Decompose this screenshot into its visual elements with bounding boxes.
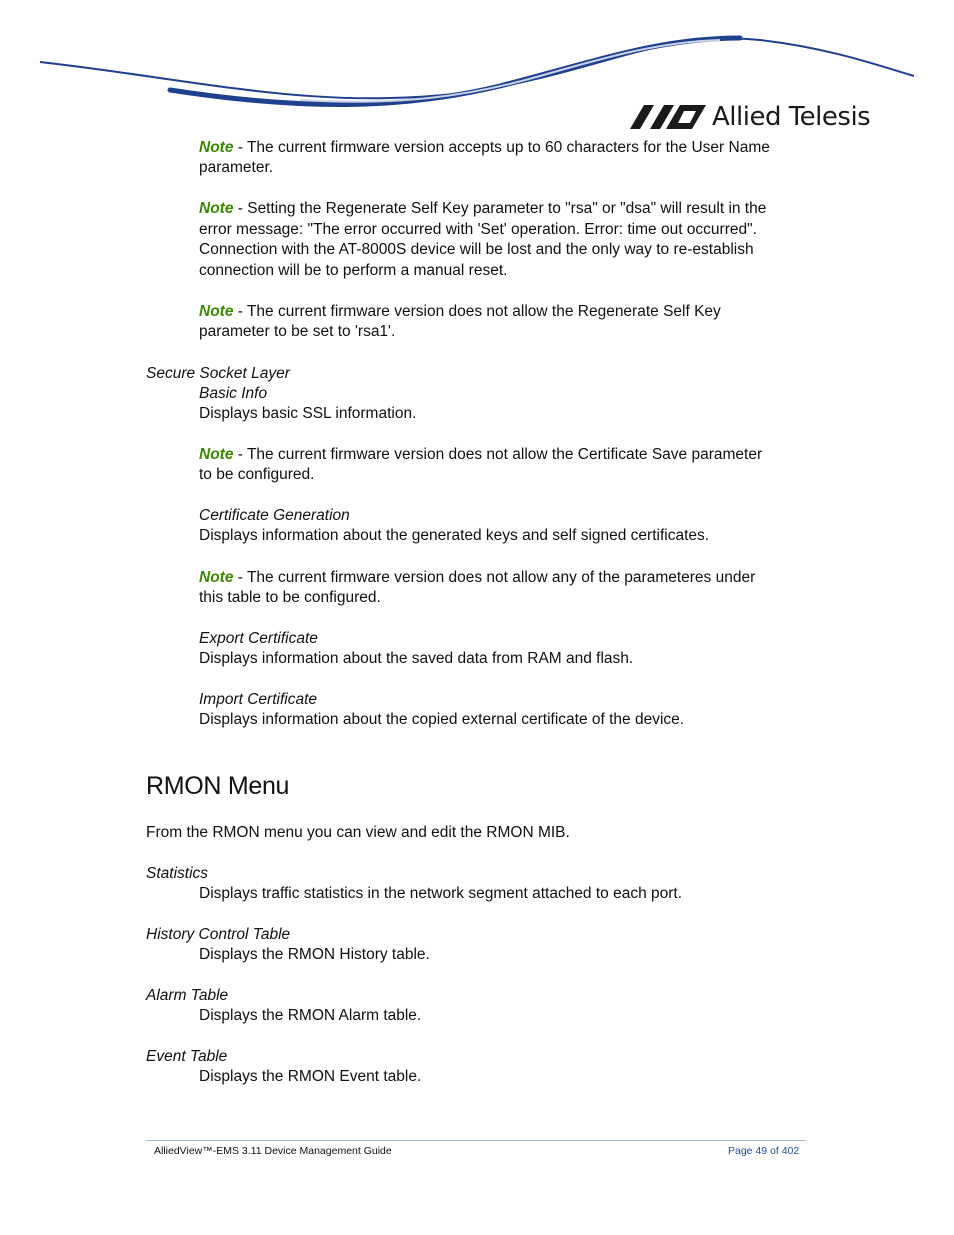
note-paragraph-line: this table to be configured. [199, 589, 381, 606]
footer-page-number: Page 49 of 402 [728, 1145, 800, 1157]
note-paragraph-line: error message: "The error occurred with 'Set' operation. Error: time out occurred". [199, 221, 757, 238]
footer-divider [146, 1140, 806, 1141]
note-paragraph: Note - The current firmware version accepts up to 60 characters for the User Name [199, 139, 770, 156]
note-label: Note [199, 200, 234, 217]
subsection-title: Statistics [146, 865, 209, 882]
subsection-title: Import Certificate [199, 691, 318, 708]
allied-telesis-mark-icon [630, 105, 706, 129]
subsection-desc: Displays the RMON Event table. [199, 1068, 422, 1085]
section-title-ssl: Secure Socket Layer [146, 365, 290, 382]
note-paragraph-line: parameter to be set to 'rsa1'. [199, 323, 396, 340]
subsection-desc: Displays traffic statistics in the network segment attached to each port. [199, 885, 683, 902]
note-paragraph: Note - The current firmware version does not allow the Certificate Save parameter [199, 446, 763, 463]
note-label: Note [199, 446, 234, 463]
note-paragraph-line: to be configured. [199, 466, 315, 483]
rmon-intro: From the RMON menu you can view and edit the RMON MIB. [146, 824, 570, 841]
note-paragraph: Note - Setting the Regenerate Self Key parameter to "rsa" or "dsa" will result in the [199, 200, 767, 217]
note-paragraph: Note - The current firmware version does not allow any of the parameteres under [199, 569, 756, 586]
brand-name: Allied Telesis [712, 102, 871, 132]
subsection-title: Certificate Generation [199, 507, 350, 524]
note-paragraph-line: Connection with the AT-8000S device will be lost and the only way to re-establish [199, 241, 754, 258]
subsection-title: Event Table [146, 1048, 228, 1065]
note-paragraph-line: connection will be to perform a manual reset. [199, 262, 508, 279]
section-heading-rmon: RMON Menu [146, 772, 290, 800]
note-label: Note [199, 303, 234, 320]
subsection-desc: Displays basic SSL information. [199, 405, 417, 422]
subsection-title: Alarm Table [146, 987, 229, 1004]
subsection-desc: Displays information about the saved data from RAM and flash. [199, 650, 634, 667]
subsection-desc: Displays information about the generated keys and self signed certificates. [199, 527, 710, 544]
subsection-title: History Control Table [146, 926, 291, 943]
subsection-desc: Displays the RMON Alarm table. [199, 1007, 422, 1024]
subsection-title: Export Certificate [199, 630, 318, 647]
subsection-title: Basic Info [199, 385, 268, 402]
subsection-desc: Displays information about the copied external certificate of the device. [199, 711, 685, 728]
note-paragraph-line: parameter. [199, 159, 274, 176]
note-label: Note [199, 569, 234, 586]
subsection-desc: Displays the RMON History table. [199, 946, 430, 963]
footer-doc-title: AlliedView™-EMS 3.11 Device Management Guide [154, 1145, 392, 1157]
note-paragraph: Note - The current firmware version does not allow the Regenerate Self Key [199, 303, 721, 320]
brand-logo [630, 100, 870, 134]
note-label: Note [199, 139, 234, 156]
